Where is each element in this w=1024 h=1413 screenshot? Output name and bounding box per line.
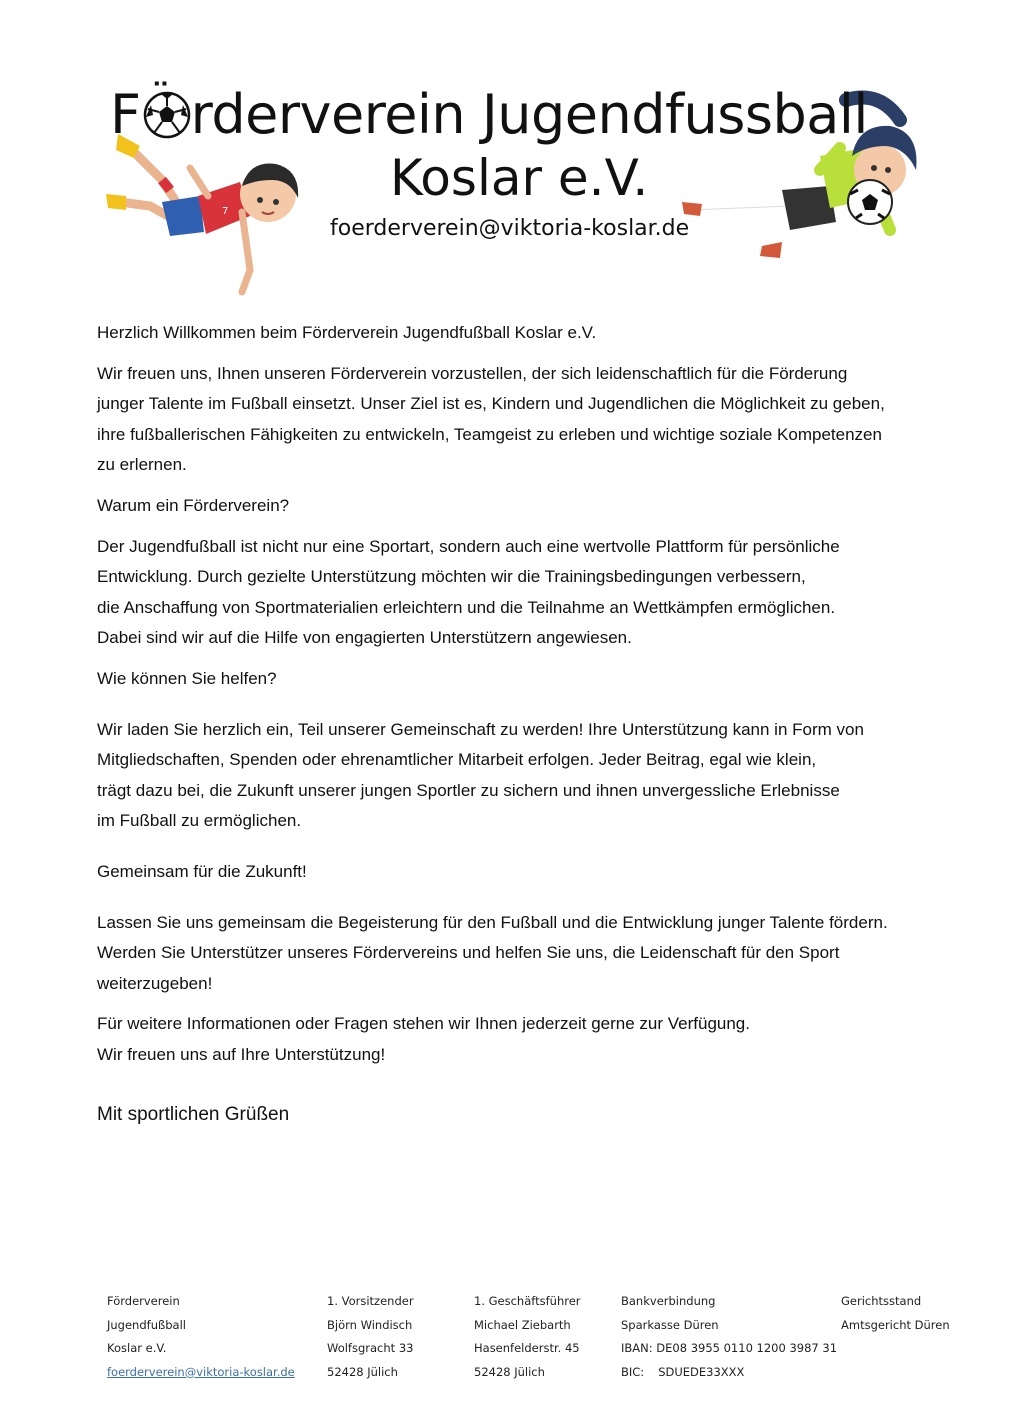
footer-bank-name: Sparkasse Düren <box>621 1317 719 1332</box>
footer-manager-name: Michael Ziebarth <box>474 1317 571 1332</box>
heading-why: Warum ein Förderverein? <box>97 495 290 515</box>
intro-line: ihre fußballerischen Fähigkeiten zu entwickeln, Teamgeist zu erleben und wichtige soziale Kompetenzen <box>97 424 882 444</box>
footer-bank-column <box>621 1290 837 1384</box>
footer-org-line: Förderverein <box>107 1294 180 1308</box>
closing-greeting: Mit sportlichen Grüßen <box>97 1104 290 1126</box>
footer-manager-street: Hasenfelderstr. 45 <box>474 1341 580 1355</box>
heading-together: Gemeinsam für die Zukunft! <box>97 861 307 881</box>
welcome-line: Herzlich Willkommen beim Förderverein Jugendfußball Koslar e.V. <box>97 323 597 342</box>
why-line: Der Jugendfußball ist nicht nur eine Sportart, sondern auch eine wertvolle Plattform für persönliche <box>97 536 840 556</box>
footer-chair-column <box>327 1290 414 1384</box>
intro-paragraph <box>97 359 917 481</box>
footer-court-column <box>841 1290 950 1337</box>
club-title-line2: Koslar e.V. <box>390 149 649 207</box>
intro-line: Wir freuen uns, Ihnen unseren Förderverein vorzustellen, der sich leidenschaftlich für die Förderung <box>97 363 848 383</box>
footer-chair-title: 1. Vorsitzender <box>327 1294 414 1308</box>
footer-chair-city: 52428 Jülich <box>327 1364 398 1379</box>
header-email: foerderverein@viktoria-koslar.de <box>330 216 690 241</box>
why-paragraph <box>97 532 917 654</box>
footer-bic-label: BIC: <box>621 1364 645 1379</box>
heading-how: Wie können Sie helfen? <box>97 668 277 688</box>
soccer-ball-o-icon <box>141 85 191 139</box>
info-paragraph <box>97 1009 917 1070</box>
why-line: Entwicklung. Durch gezielte Unterstützung möchten wir die Trainingsbedingungen verbessern, <box>97 567 806 587</box>
how-line: im Fußball zu ermöglichen. <box>97 811 302 831</box>
intro-line: junger Talente im Fußball einsetzt. Unser Ziel ist es, Kindern und Jugendlichen die Möglichkeit zu geben, <box>97 394 885 414</box>
together-line: weiterzugeben! <box>97 973 213 993</box>
letterhead <box>0 0 1024 310</box>
footer-manager-title: 1. Geschäftsführer <box>474 1294 581 1308</box>
title-rest: rderverein Jugendfussball <box>190 83 868 146</box>
footer-iban: IBAN: DE08 3955 0110 1200 3987 31 <box>621 1341 838 1355</box>
together-line: Werden Sie Unterstützer unseres Fördervereins und helfen Sie uns, die Leidenschaft für den Sport <box>97 943 840 963</box>
footer-org-line: Koslar e.V. <box>107 1341 167 1355</box>
footer-org-line: Jugendfußball <box>107 1317 186 1332</box>
footer-court-name: Amtsgericht Düren <box>841 1317 950 1332</box>
how-line: Mitgliedschaften, Spenden oder ehrenamtlicher Mitarbeit erfolgen. Jeder Beitrag, egal wie klein, <box>97 750 817 770</box>
why-line: die Anschaffung von Sportmaterialien erleichtern und die Teilnahme an Wettkämpfen ermöglichen. <box>97 597 836 617</box>
why-line: Dabei sind wir auf die Hilfe von engagierten Unterstützern angewiesen. <box>97 628 632 648</box>
footer-manager-city: 52428 Jülich <box>474 1364 545 1379</box>
footer-court-title: Gerichtsstand <box>841 1294 922 1308</box>
footer-chair-name: Björn Windisch <box>327 1317 413 1332</box>
letter-body <box>97 318 917 1131</box>
how-paragraph <box>97 715 917 837</box>
svg-text:7: 7 <box>222 206 229 217</box>
footer-bank-title: Bankverbindung <box>621 1294 716 1308</box>
footer-bic-code: SDUEDE33XXX <box>658 1364 745 1379</box>
footer-org-column <box>107 1290 295 1384</box>
footer-chair-street: Wolfsgracht 33 <box>327 1341 414 1355</box>
club-title-line1 <box>110 80 868 150</box>
letter-footer <box>0 1290 1024 1390</box>
how-line: Wir laden Sie herzlich ein, Teil unserer Gemeinschaft zu werden! Ihre Unterstützung kann in Form von <box>97 719 864 739</box>
footer-email-link[interactable]: foerderverein@viktoria-koslar.de <box>107 1364 295 1379</box>
footer-manager-column <box>474 1290 581 1384</box>
together-line: Lassen Sie uns gemeinsam die Begeisterung für den Fußball und die Entwicklung junger Talente fördern. <box>97 912 888 932</box>
intro-line: zu erlernen. <box>97 455 187 475</box>
title-letter-f: F <box>110 83 141 146</box>
info-line: Wir freuen uns auf Ihre Unterstützung! <box>97 1044 386 1064</box>
footer-bic <box>621 1361 837 1385</box>
info-line: Für weitere Informationen oder Fragen stehen wir Ihnen jederzeit gerne zur Verfügung. <box>97 1014 750 1034</box>
how-line: trägt dazu bei, die Zukunft unserer jungen Sportler zu sichern und ihnen unvergessliche Erlebnisse <box>97 780 840 800</box>
together-paragraph <box>97 908 917 1000</box>
